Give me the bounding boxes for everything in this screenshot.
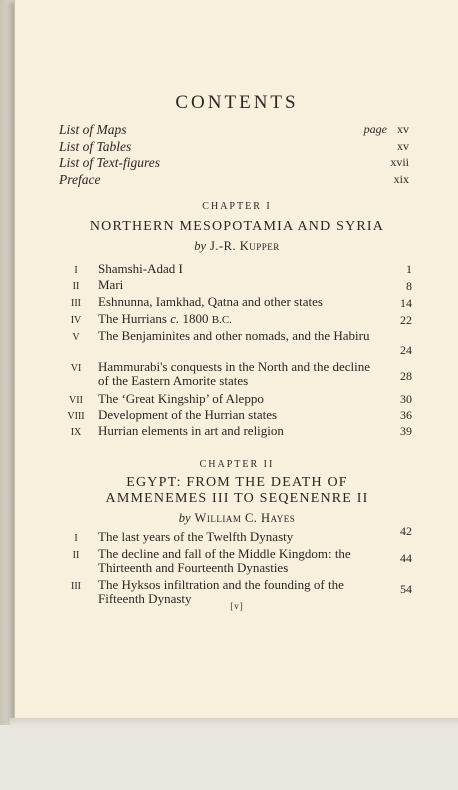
front-matter-label: List of Maps xyxy=(59,122,127,137)
front-matter-item xyxy=(59,122,409,139)
entry-number: VI xyxy=(70,363,82,374)
entry-page: 22 xyxy=(400,313,412,327)
chapter-2-entries xyxy=(59,524,412,609)
book-spine-shadow xyxy=(0,0,14,725)
author-name: William C. Hayes xyxy=(194,511,296,525)
entry-title: The last years of the Twelfth Dynasty xyxy=(98,529,294,544)
entry-number: VII xyxy=(69,395,83,406)
toc-entry xyxy=(59,262,412,278)
entry-title: Shamshi-Adad I xyxy=(98,261,183,276)
front-matter-page: xix xyxy=(393,171,409,186)
chapter-2-author xyxy=(15,511,458,526)
entry-title: The ‘Great Kingship’ of Aleppo xyxy=(98,391,264,406)
entry-number: III xyxy=(71,581,81,592)
toc-entry xyxy=(59,360,412,392)
toc-entry xyxy=(59,329,412,360)
toc-entry xyxy=(59,392,412,408)
entry-number: V xyxy=(72,332,80,343)
entry-page: 24 xyxy=(400,343,412,357)
front-matter-label: Preface xyxy=(59,171,101,187)
entry-page: 30 xyxy=(400,392,412,406)
entry-number: II xyxy=(72,281,80,292)
entry-title: The Benjaminites and other nomads, and the Habiru xyxy=(98,328,370,343)
entry-page: 44 xyxy=(400,551,412,565)
chapter-2-label: CHAPTER II xyxy=(199,459,275,470)
entry-title: Hurrian elements in art and religion xyxy=(98,423,284,438)
author-by: by xyxy=(178,511,191,525)
entry-page: 39 xyxy=(400,424,412,438)
entry-title: The decline and fall of the Middle Kingdom: the Thirteenth and Fourteenth Dynasties xyxy=(98,546,351,575)
toc-entry xyxy=(59,524,412,547)
entry-title: Development of the Hurrian states xyxy=(98,407,278,422)
entry-title: The Hurrians c. 1800 B.C. xyxy=(98,311,232,326)
entry-page: 42 xyxy=(400,524,412,538)
entry-title: Eshnunna, Iamkhad, Qatna and other states xyxy=(98,294,323,309)
toc-entry xyxy=(59,278,412,295)
book-page xyxy=(14,0,458,720)
entry-page: 14 xyxy=(400,296,412,310)
front-matter-page: xv xyxy=(397,138,409,153)
front-matter-item xyxy=(59,139,409,156)
chapter-2-title-line-1: EGYPT: FROM THE DEATH OF xyxy=(126,475,348,490)
toc-entry xyxy=(59,408,412,424)
toc-entry xyxy=(59,547,412,578)
front-matter-label: List of Text-figures xyxy=(59,155,161,170)
toc-entry xyxy=(59,312,412,329)
chapter-1-entries xyxy=(59,262,412,440)
page-word: page xyxy=(363,122,387,136)
toc-entry xyxy=(59,295,412,312)
entry-number: II xyxy=(72,550,80,561)
entry-number: IX xyxy=(70,427,82,438)
toc-entry xyxy=(59,424,412,440)
entry-number: VIII xyxy=(67,411,85,422)
front-matter-item xyxy=(59,172,409,189)
page-folio: [v] xyxy=(230,601,244,611)
entry-page: 28 xyxy=(400,369,412,383)
chapter-1-label: CHAPTER I xyxy=(202,201,272,212)
front-matter-page: page xv xyxy=(363,122,409,136)
page-title: CONTENTS xyxy=(175,92,299,113)
front-matter-item xyxy=(59,155,409,172)
entry-page: 1 xyxy=(406,262,412,276)
entry-number: III xyxy=(71,298,81,309)
entry-title: The Hyksos infiltration and the founding of the Fifteenth Dynasty xyxy=(98,577,344,606)
entry-title: Hammurabi's conquests in the North and the decline of the Eastern Amorite states xyxy=(98,359,371,388)
entry-number: I xyxy=(74,265,78,276)
chapter-1-title: NORTHERN MESOPOTAMIA AND SYRIA xyxy=(89,219,385,234)
front-matter-list xyxy=(59,122,409,188)
entry-title: Mari xyxy=(98,277,124,292)
entry-page: 8 xyxy=(406,279,412,293)
chapter-1-author xyxy=(15,239,458,254)
entry-page: 36 xyxy=(400,408,412,422)
page-bottom-edge xyxy=(10,718,458,726)
entry-page: 54 xyxy=(400,582,412,596)
front-matter-label: List of Tables xyxy=(59,138,132,154)
entry-number: IV xyxy=(70,315,82,326)
front-matter-page: xvii xyxy=(390,155,409,169)
author-name: J.-R. Kupper xyxy=(210,239,280,253)
author-by: by xyxy=(194,239,207,253)
chapter-2-title-line-2: AMMENEMES III TO SEQENENRE II xyxy=(105,491,369,506)
entry-number: I xyxy=(74,533,78,544)
